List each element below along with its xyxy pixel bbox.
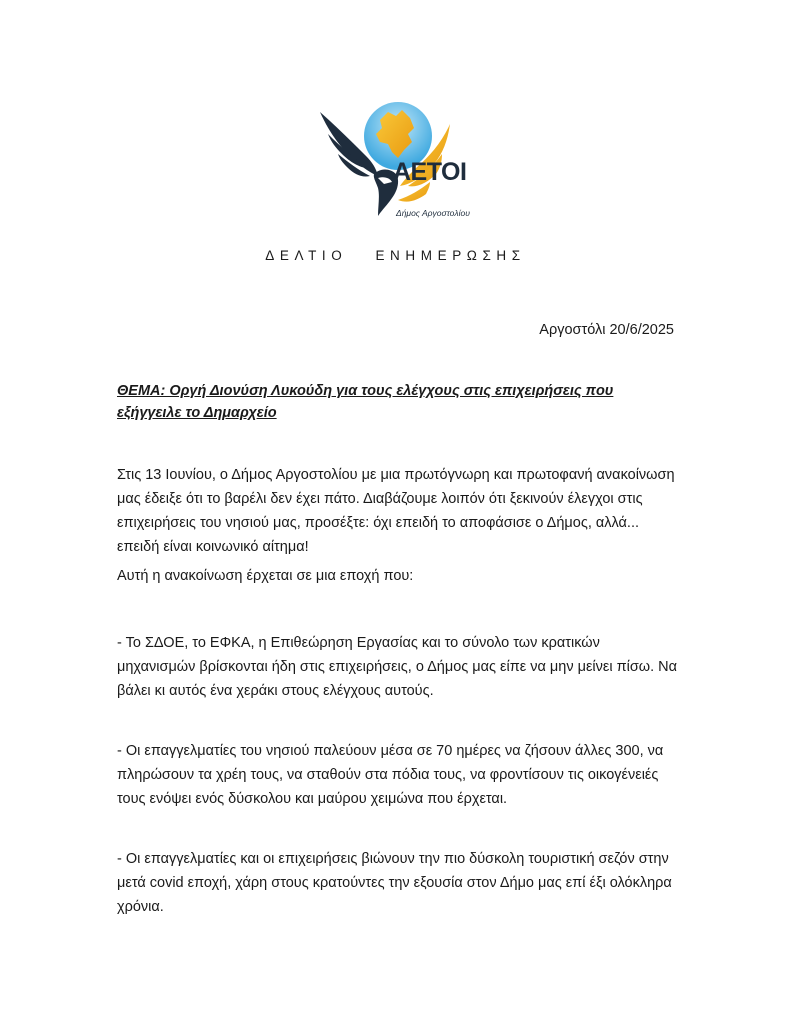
paragraph-3: - Το ΣΔΟΕ, το ΕΦΚΑ, η Επιθεώρηση Εργασίας και το σύνολο των κρατικών μηχανισμών βρίσκονται ήδη στις επιχειρήσεις, ο Δήμος μας είπε να μην μείνει πίσω. Να βάλει κι αυτός ένα χεράκι στους ελέγχους αυτούς.	[117, 635, 678, 699]
paragraph-4: - Οι επαγγελματίες του νησιού παλεύουν μέσα σε 70 ημέρες να ζήσουν άλλες 300, να πληρώσουν τα χρέη τους, να σταθούν στα πόδια τους, να φροντίσουν τις οικογένειές τους ενόψει ενός δύσκολου και μαύρου χειμώνα που έρχεται.	[117, 743, 664, 807]
document-date: Αργοστόλι 20/6/2025	[539, 322, 674, 338]
logo-wordmark: ΑΕΤΟΙ	[393, 158, 467, 186]
paragraph-5: - Οι επαγγελματίες και οι επιχειρήσεις βιώνουν την πιο δύσκολη τουριστική σεζόν στην μετά covid εποχή, χάρη στους κρατούντες την εξουσία στον Δήμο μας επί έξι ολόκληρα χρόνια.	[117, 851, 672, 915]
paragraph-1: Στις 13 Ιουνίου, ο Δήμος Αργοστολίου με μια πρωτόγνωρη και πρωτοφανή ανακοίνωση μας έδειξε ότι το βαρέλι δεν έχει πάτο. Διαβάζουμε λοιπόν ότι ξεκινούν έλεγχοι στις επιχειρήσεις του νησιού μας, προσέξτε: όχι επειδή το αποφάσισε ο Δήμος, αλλά... επειδή είναι κοινωνικό αίτημα!	[117, 467, 675, 555]
document-heading: ΔΕΛΤΙΟ ΕΝΗΜΕΡΩΣΗΣ	[265, 248, 526, 263]
subject-line: ΘΕΜΑ: Οργή Διονύση Λυκούδη για τους ελέγχους στις επιχειρήσεις που εξήγγειλε το Δημαρχείο	[117, 383, 614, 421]
logo-subtitle: Δήμος Αργοστολίου	[396, 208, 470, 218]
paragraph-2: Αυτή η ανακοίνωση έρχεται σε μια εποχή που:	[117, 568, 414, 584]
